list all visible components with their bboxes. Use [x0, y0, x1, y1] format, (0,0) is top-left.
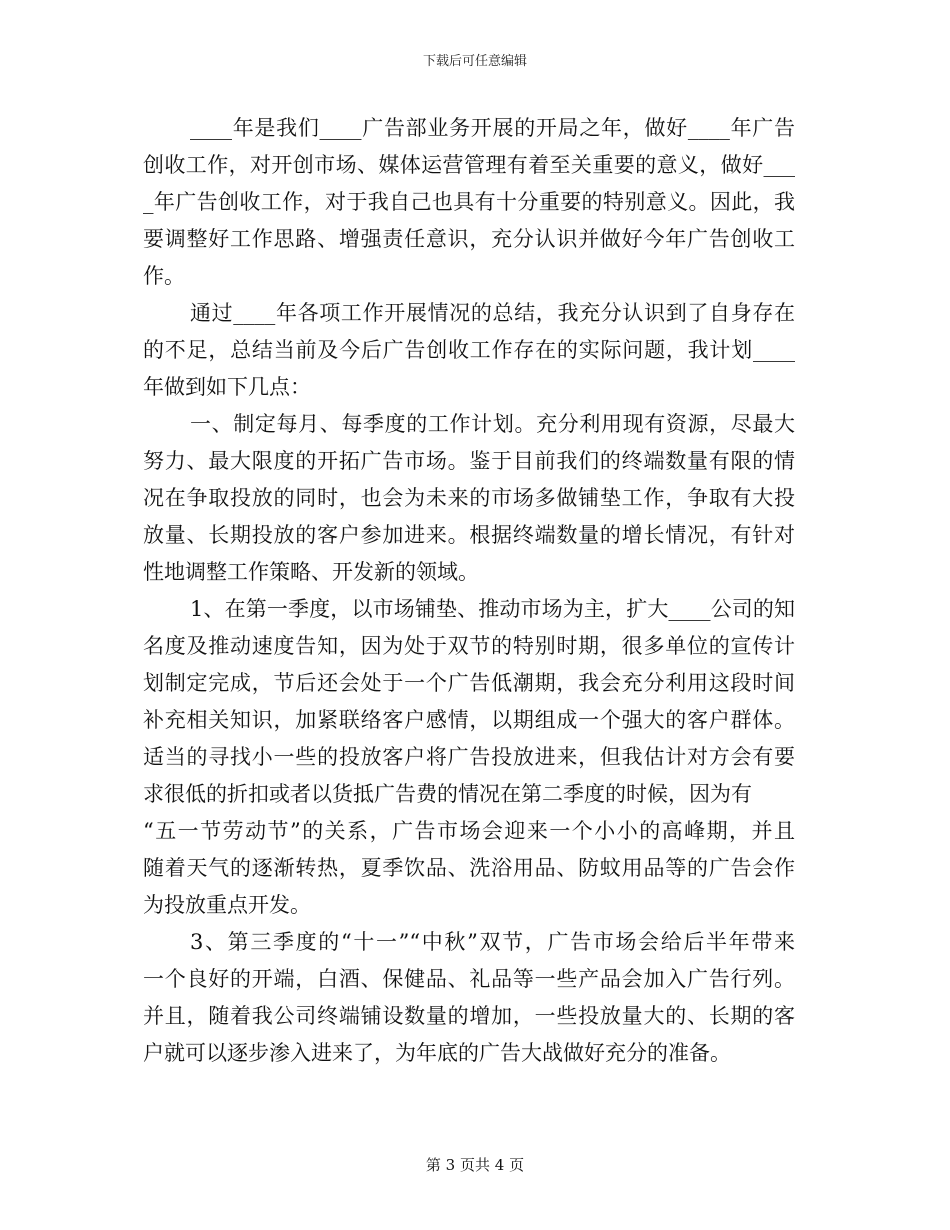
text-line: 户就可以逐步渗入进来了，为年底的广告大战做好充分的准备。: [143, 1041, 731, 1065]
text-line: 3、第三季度的“十一”“中秋”双节，广告市场会给后半年带来: [190, 930, 795, 954]
text-line: 作。: [143, 264, 185, 288]
text-line: 为投放重点开发。: [143, 893, 311, 917]
text-line: 通过____年各项工作开展情况的总结，我充分认识到了自身存在: [190, 301, 795, 325]
text-line: 补充相关知识，加紧联络客户感情，以期组成一个强大的客户群体。: [143, 708, 795, 732]
text-line: 并且，随着我公司终端铺设数量的增加，一些投放量大的、长期的客: [143, 1004, 795, 1028]
text-line: 一个良好的开端，白酒、保健品、礼品等一些产品会加入广告行列。: [143, 967, 795, 991]
text-line: _年广告创收工作，对于我自己也具有十分重要的特别意义。因此，我: [143, 190, 795, 214]
text-line: 名度及推动速度告知，因为处于双节的特别时期，很多单位的宣传计: [143, 634, 795, 658]
text-line: 况在争取投放的同时，也会为未来的市场多做铺垫工作，争取有大投: [143, 486, 795, 510]
text-line: 年做到如下几点：: [143, 375, 311, 399]
text-line: 1、在第一季度，以市场铺垫、推动市场为主，扩大____公司的知: [190, 597, 795, 621]
paragraph: [143, 110, 795, 295]
page-header: 下载后可任意编辑: [422, 54, 527, 69]
text-line: 一、制定每月、每季度的工作计划。充分利用现有资源，尽最大: [190, 412, 795, 436]
paragraph: [143, 924, 795, 1072]
text-line: 随着天气的逐渐转热，夏季饮品、洗浴用品、防蚊用品等的广告会作: [143, 856, 795, 880]
text-line: ____年是我们____广告部业务开展的开局之年，做好____年广告: [190, 116, 795, 140]
text-line: 的不足，总结当前及今后广告创收工作存在的实际问题，我计划____: [143, 338, 795, 362]
paragraph: [143, 406, 795, 591]
text-line: 性地调整工作策略、开发新的领域。: [143, 560, 479, 584]
text-line: 划制定完成，节后还会处于一个广告低潮期，我会充分利用这段时间: [143, 671, 795, 695]
text-line: 放量、长期投放的客户参加进来。根据终端数量的增长情况，有针对: [143, 523, 795, 547]
text-line: 努力、最大限度的开拓广告市场。鉴于目前我们的终端数量有限的情: [143, 449, 795, 473]
text-line: 求很低的折扣或者以货抵广告费的情况在第二季度的时候，因为有: [143, 782, 752, 806]
text-line: 适当的寻找小一些的投放客户将广告投放进来，但我估计对方会有要: [143, 745, 795, 769]
text-line: 创收工作，对开创市场、媒体运营管理有着至关重要的意义，做好___: [143, 153, 795, 177]
paragraph: [143, 295, 795, 406]
text-line: “五一节劳动节”的关系，广告市场会迎来一个小小的高峰期，并且: [143, 819, 795, 843]
document-body: [143, 110, 795, 1072]
text-line: 要调整好工作思路、增强责任意识，充分认识并做好今年广告创收工: [143, 227, 795, 251]
page-number-footer: 第 3 页共 4 页: [425, 1156, 525, 1174]
paragraph: [143, 591, 795, 924]
